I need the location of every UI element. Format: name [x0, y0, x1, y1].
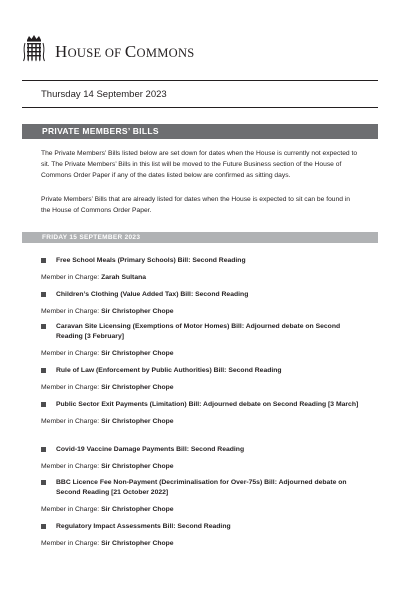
- top-rule: [22, 80, 378, 81]
- intro-paragraph: Private Members’ Bills that are already listed for dates when the House is expected to sit can be found in the House of Commons Order Paper.: [41, 196, 351, 214]
- date-rule: [22, 107, 378, 108]
- intro-paragraph: The Private Members’ Bills listed below are set down for dates when the House is currently not expected to sit. The Private Members’ Bills in this list will be moved to the Future Business section of the House of Commons Order Paper if any of the dates listed below are confirmed as sitting days.: [41, 150, 358, 179]
- bullet-icon: [41, 447, 46, 452]
- bill-entry: [41, 400, 361, 426]
- bullet-icon: [41, 258, 46, 263]
- member-name: Zarah Sultana: [101, 273, 147, 281]
- bill-entry: [41, 366, 361, 392]
- bill-entry: [41, 445, 361, 471]
- section-header-bar: [22, 124, 378, 139]
- bullet-icon: [41, 292, 46, 297]
- bill-title: BBC Licence Fee Non-Payment (Decriminalisation for Over-75s) Bill: Adjourned debate on Second Reading [21 October 2022]: [56, 479, 347, 496]
- bill-title: Covid-19 Vaccine Damage Payments Bill: Second Reading: [56, 446, 245, 453]
- member-name: Sir Christopher Chope: [101, 349, 174, 357]
- bullet-icon: [41, 524, 46, 529]
- day-header-bar: [22, 232, 378, 243]
- bill-entry: [41, 256, 361, 282]
- bill-title: Public Sector Exit Payments (Limitation) Bill: Adjourned debate on Second Reading [3 March]: [56, 401, 359, 408]
- member-name: Sir Christopher Chope: [101, 462, 174, 470]
- bullet-icon: [41, 368, 46, 373]
- bullet-icon: [41, 480, 46, 485]
- bullet-icon: [41, 324, 46, 329]
- member-in-charge: Member in Charge: Sir Christopher Chope: [41, 539, 174, 547]
- member-in-charge: Member in Charge: Sir Christopher Chope: [41, 417, 174, 425]
- member-in-charge: Member in Charge: Sir Christopher Chope: [41, 307, 174, 315]
- bullet-icon: [41, 402, 46, 407]
- bill-entry: [41, 478, 361, 514]
- bill-title: Children’s Clothing (Value Added Tax) Bill: Second Reading: [56, 291, 249, 298]
- member-name: Sir Christopher Chope: [101, 539, 174, 547]
- bill-entry: [41, 522, 361, 548]
- bill-title: Caravan Site Licensing (Exemptions of Motor Homes) Bill: Adjourned debate on Second Reading [3 February]: [56, 323, 341, 340]
- section-title: PRIVATE MEMBERS’ BILLS: [42, 126, 159, 136]
- bill-entry: [41, 290, 361, 316]
- bill-title: Free School Meals (Primary Schools) Bill: Second Reading: [56, 257, 246, 264]
- page-header: [22, 34, 378, 64]
- member-in-charge: Member in Charge: Sir Christopher Chope: [41, 349, 174, 357]
- member-name: Sir Christopher Chope: [101, 383, 174, 391]
- bill-title: Rule of Law (Enforcement by Public Authorities) Bill: Second Reading: [56, 367, 282, 374]
- member-in-charge: Member in Charge: Sir Christopher Chope: [41, 462, 174, 470]
- member-name: Sir Christopher Chope: [101, 505, 174, 513]
- member-in-charge: Member in Charge: Sir Christopher Chope: [41, 383, 174, 391]
- house-title: HOUSE OF COMMONS: [55, 42, 195, 61]
- bill-title: Regulatory Impact Assessments Bill: Second Reading: [56, 523, 231, 530]
- document-date: Thursday 14 September 2023: [41, 89, 167, 100]
- member-in-charge: Member in Charge: Sir Christopher Chope: [41, 505, 174, 513]
- day-title: FRIDAY 15 SEPTEMBER 2023: [42, 233, 141, 241]
- portcullis-icon: [22, 34, 46, 62]
- member-name: Sir Christopher Chope: [101, 307, 174, 315]
- bill-entry: [41, 322, 361, 358]
- member-name: Sir Christopher Chope: [101, 417, 174, 425]
- member-in-charge: Member in Charge: Zarah Sultana: [41, 273, 147, 281]
